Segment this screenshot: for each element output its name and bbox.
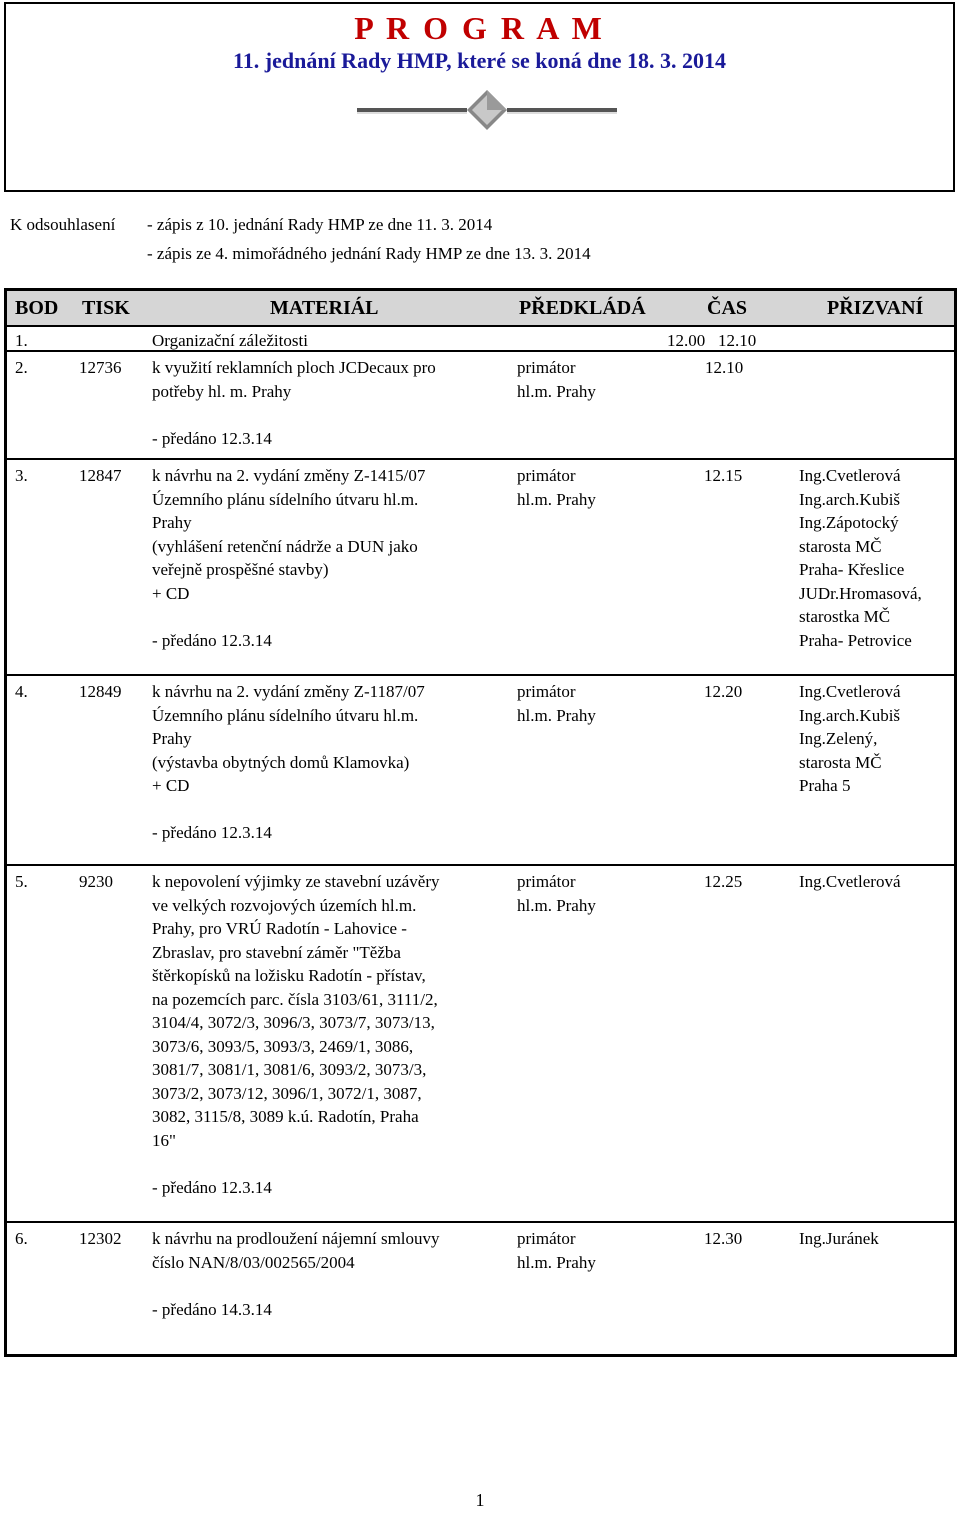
header-prizvani: PŘIZVANÍ bbox=[827, 297, 924, 319]
header-material: MATERIÁL bbox=[270, 297, 379, 319]
cell-tisk: 12302 bbox=[79, 1229, 122, 1248]
table-row bbox=[7, 327, 954, 352]
cell-predano: - předáno 14.3.14 bbox=[152, 1299, 272, 1319]
cell-bod: 6. bbox=[15, 1229, 28, 1248]
cell-tisk: 12736 bbox=[79, 358, 122, 377]
header-tisk: TISK bbox=[82, 297, 130, 319]
agenda-table bbox=[4, 288, 957, 1357]
cell-material: Organizační záležitosti bbox=[152, 331, 308, 350]
page-number: 1 bbox=[475, 1490, 485, 1510]
table-row bbox=[7, 866, 954, 1223]
cell-cas: 12.00 12.10 bbox=[667, 331, 757, 350]
cell-bod: 5. bbox=[15, 872, 28, 891]
cell-predano: - předáno 12.3.14 bbox=[152, 428, 272, 448]
cell-material: k nepovolení výjimky ze stavební uzávěry ve velkých rozvojových územích hl.m. Prahy, pro VRÚ Radotín - Lahovice - Zbraslav, pro stavební záměr "Těžba štěrkopísků na ložisku Radotín - přístav, na pozemcích parc. čísla 3103/61, 3111/2, 3104/4, 3072/3, 3096/3, 3073/7, 3073/13, 3073/6, 3093/5, 3093/3, 2469/1, 3086, 3081/7, 3081/1, 3081/6, 3093/2, 3073/3, 3073/2, 3073/12, 3096/1, 3072/1, 3087, 3082, 3115/8, 3089 k.ú. Radotín, Praha 16" - předáno 12.3.14 bbox=[152, 870, 507, 1199]
cell-predklada: primátor hl.m. Prahy bbox=[517, 1229, 596, 1272]
cell-prizvani: Ing.Cvetlerová Ing.arch.Kubiš Ing.Zápotocký starosta MČ Praha- Křeslice JUDr.Hromasová, starostka MČ Praha- Petrovice bbox=[799, 466, 922, 650]
table-header-row bbox=[7, 291, 954, 327]
cell-material: k návrhu na 2. vydání změny Z-1187/07 Územního plánu sídelního útvaru hl.m. Prahy (výstavba obytných domů Klamovka) + CD - předáno 12.3.14 bbox=[152, 680, 507, 845]
table-row bbox=[7, 460, 954, 676]
program-title: P R O G R A M bbox=[354, 10, 605, 46]
approval-section bbox=[10, 210, 591, 268]
cell-prizvani: Ing.Juránek bbox=[799, 1229, 879, 1248]
cell-material: k využití reklamních ploch JCDecaux pro potřeby hl. m. Prahy - předáno 12.3.14 bbox=[152, 356, 507, 450]
cell-predklada: primátor hl.m. Prahy bbox=[517, 466, 596, 509]
cell-cas: 12.25 bbox=[704, 872, 743, 891]
cell-prizvani: Ing.Cvetlerová bbox=[799, 872, 901, 891]
cell-cas: 12.20 bbox=[704, 682, 743, 701]
cell-cas: 12.10 bbox=[705, 358, 744, 377]
cell-predklada: primátor hl.m. Prahy bbox=[517, 682, 596, 725]
header-cas: ČAS bbox=[707, 297, 748, 319]
cell-prizvani: Ing.Cvetlerová Ing.arch.Kubiš Ing.Zelený, starosta MČ Praha 5 bbox=[799, 682, 901, 795]
cell-cas: 12.15 bbox=[704, 466, 743, 485]
cell-predklada: primátor hl.m. Prahy bbox=[517, 358, 596, 401]
cell-predano: - předáno 12.3.14 bbox=[152, 630, 272, 650]
cell-bod: 3. bbox=[15, 466, 28, 485]
table-row bbox=[7, 352, 954, 460]
cell-material: k návrhu na prodloužení nájemní smlouvy číslo NAN/8/03/002565/2004 - předáno 14.3.14 bbox=[152, 1227, 507, 1321]
cell-bod: 4. bbox=[15, 682, 28, 701]
table-row bbox=[7, 1223, 954, 1354]
cell-predklada: primátor hl.m. Prahy bbox=[517, 872, 596, 915]
header-bod: BOD bbox=[15, 297, 59, 319]
cell-tisk: 12847 bbox=[79, 466, 122, 485]
cell-bod: 2. bbox=[15, 358, 28, 377]
program-subtitle: 11. jednání Rady HMP, které se koná dne 18. 3. 2014 bbox=[232, 48, 726, 73]
cell-cas: 12.30 bbox=[704, 1229, 743, 1248]
divider-ornament-icon bbox=[357, 88, 617, 132]
cell-predano: - předáno 12.3.14 bbox=[152, 1177, 272, 1197]
cell-material: k návrhu na 2. vydání změny Z-1415/07 Územního plánu sídelního útvaru hl.m. Prahy (vyhlášení retenční nádrže a DUN jako veřejně prospěšné stavby) + CD - předáno 12.3.14 bbox=[152, 464, 507, 652]
cell-tisk: 12849 bbox=[79, 682, 122, 701]
program-header bbox=[4, 2, 955, 192]
header-predklada: PŘEDKLÁDÁ bbox=[519, 297, 646, 319]
cell-tisk: 9230 bbox=[79, 872, 113, 891]
approval-label: K odsouhlasení bbox=[10, 215, 116, 234]
cell-bod: 1. bbox=[15, 331, 28, 350]
approval-item: - zápis z 10. jednání Rady HMP ze dne 11. 3. 2014 bbox=[147, 215, 493, 234]
approval-item: - zápis ze 4. mimořádného jednání Rady HMP ze dne 13. 3. 2014 bbox=[147, 244, 591, 263]
cell-predano: - předáno 12.3.14 bbox=[152, 823, 272, 842]
table-row bbox=[7, 676, 954, 866]
